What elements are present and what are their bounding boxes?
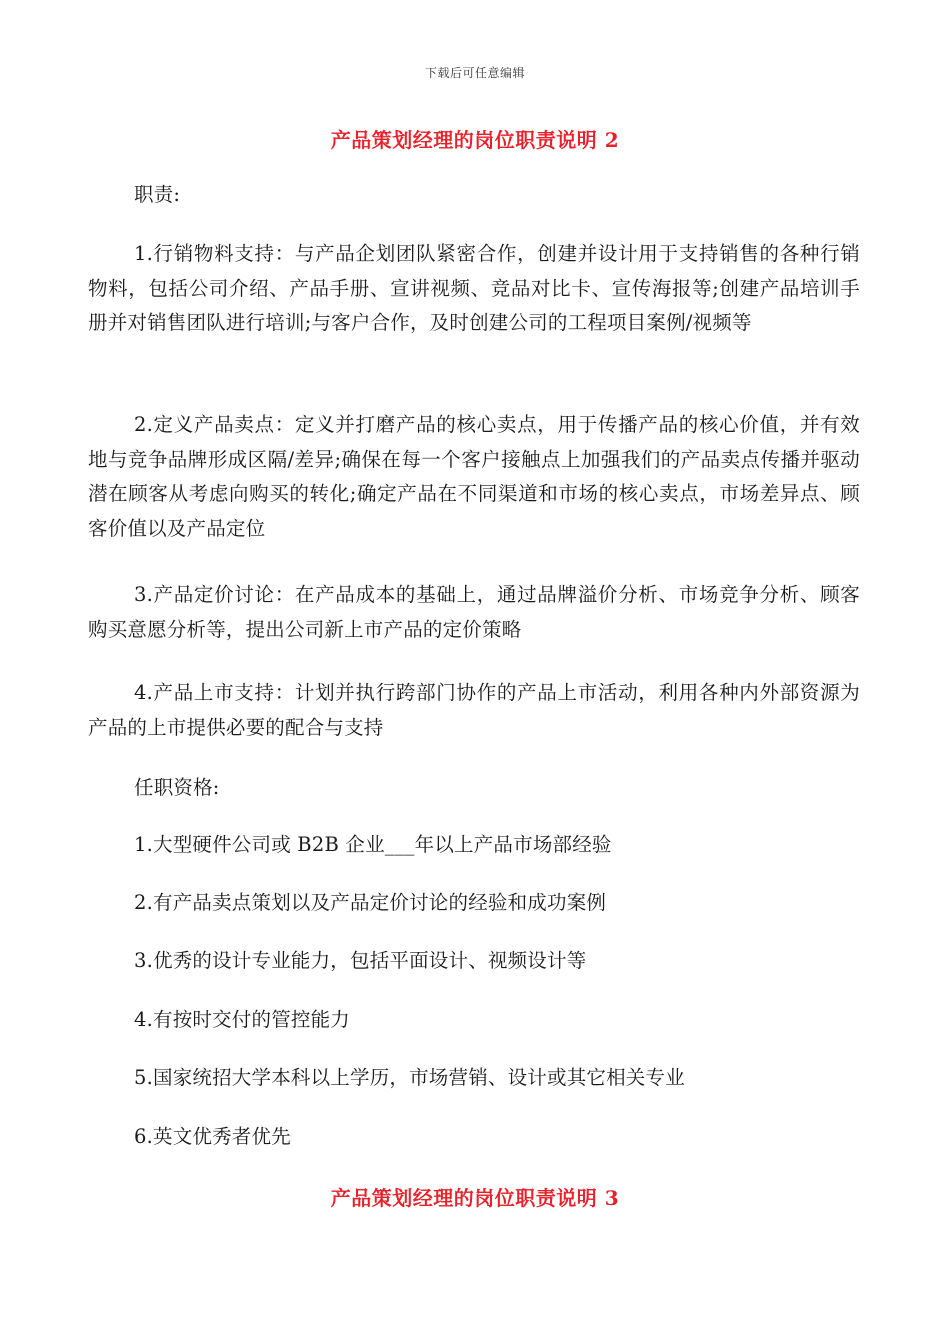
duty-item: 2.定义产品卖点：定义并打磨产品的核心卖点，用于传播产品的核心价值，并有效地与竞争品牌形成区隔/差异;确保在每一个客户接触点上加强我们的产品卖点传播并驱动潜在顾客从考虑向购买的转化;确定产品在不同渠道和市场的核心卖点，市场差异点、顾客价值以及产品定位 (88, 413, 860, 540)
qualification-item: 2.有产品卖点策划以及产品定价讨论的经验和成功案例 (134, 891, 607, 914)
duty-item: 3.产品定价讨论：在产品成本的基础上，通过品牌溢价分析、市场竞争分析、顾客购买意愿分析等，提出公司新上市产品的定价策略 (88, 583, 860, 641)
section-title: 产品策划经理的岗位职责说明 3 (330, 1186, 620, 1210)
section-title: 产品策划经理的岗位职责说明 2 (330, 128, 620, 152)
qualification-item: 5.国家统招大学本科以上学历，市场营销、设计或其它相关专业 (134, 1066, 685, 1089)
qualification-item: 3.优秀的设计专业能力，包括平面设计、视频设计等 (134, 949, 587, 972)
duty-item: 1.行销物料支持：与产品企划团队紧密合作，创建并设计用于支持销售的各种行销物料，包括公司介绍、产品手册、宣讲视频、竞品对比卡、宣传海报等;创建产品培训手册并对销售团队进行培训;与客户合作，及时创建公司的工程项目案例/视频等 (88, 242, 860, 334)
qualifications-heading: 任职资格: (134, 776, 220, 799)
qualification-item: 4.有按时交付的管控能力 (134, 1008, 351, 1031)
duty-item: 4.产品上市支持：计划并执行跨部门协作的产品上市活动，利用各种内外部资源为产品的上市提供必要的配合与支持 (88, 681, 860, 739)
header-note: 下载后可任意编辑 (424, 66, 525, 80)
qualification-item: 6.英文优秀者优先 (134, 1125, 291, 1148)
duties-heading: 职责: (134, 183, 181, 206)
qualification-item: 1.大型硬件公司或 B2B 企业___年以上产品市场部经验 (134, 833, 612, 856)
